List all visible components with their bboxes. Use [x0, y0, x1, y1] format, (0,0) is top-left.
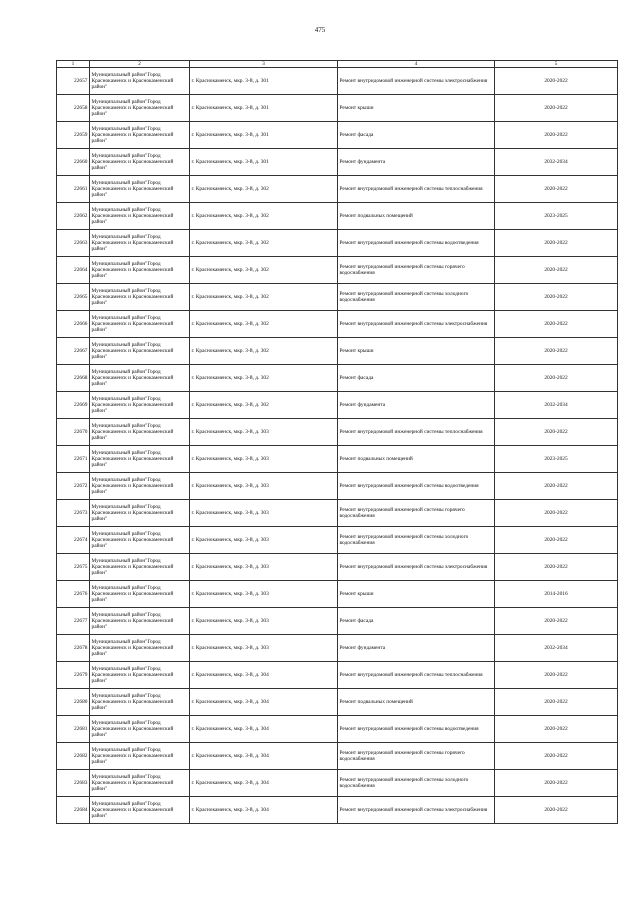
address-cell: г. Краснокаменск, мкр. 3-й, д. 303 — [190, 635, 338, 662]
municipality-cell: Муниципальный район"Город Краснокаменск и Краснокаменский район" — [90, 581, 190, 608]
work-type-cell: Ремонт внутридомовой инженерной системы водоотведения — [338, 473, 495, 500]
header-col-3: 3 — [190, 61, 338, 68]
work-type-cell: Ремонт внутридомовой инженерной системы холодного водоснабжения — [338, 527, 495, 554]
address-cell: г. Краснокаменск, мкр. 3-й, д. 304 — [190, 662, 338, 689]
municipality-cell: Муниципальный район"Город Краснокаменск и Краснокаменский район" — [90, 662, 190, 689]
table-row — [57, 635, 618, 662]
work-type-cell: Ремонт фундамента — [338, 392, 495, 419]
period-cell: 2020-2022 — [495, 689, 618, 716]
period-cell: 2020-2022 — [495, 95, 618, 122]
municipality-cell: Муниципальный район"Город Краснокаменск и Краснокаменский район" — [90, 743, 190, 770]
record-number: 22670 — [57, 419, 90, 446]
record-number: 22669 — [57, 392, 90, 419]
table-row — [57, 689, 618, 716]
municipality-cell: Муниципальный район"Город Краснокаменск и Краснокаменский район" — [90, 68, 190, 95]
municipality-cell: Муниципальный район"Город Краснокаменск и Краснокаменский район" — [90, 284, 190, 311]
work-type-cell: Ремонт фасада — [338, 365, 495, 392]
work-type-cell: Ремонт внутридомовой инженерной системы теплоснабжения — [338, 662, 495, 689]
municipality-cell: Муниципальный район"Город Краснокаменск и Краснокаменский район" — [90, 365, 190, 392]
work-type-cell: Ремонт крыши — [338, 95, 495, 122]
period-cell: 2020-2022 — [495, 716, 618, 743]
address-cell: г. Краснокаменск, мкр. 3-й, д. 303 — [190, 554, 338, 581]
record-number: 22673 — [57, 500, 90, 527]
municipality-cell: Муниципальный район"Город Краснокаменск и Краснокаменский район" — [90, 689, 190, 716]
table-row — [57, 662, 618, 689]
table-row — [57, 608, 618, 635]
record-number: 22675 — [57, 554, 90, 581]
period-cell: 2020-2022 — [495, 608, 618, 635]
page-number: 475 — [314, 26, 326, 34]
municipality-cell: Муниципальный район"Город Краснокаменск и Краснокаменский район" — [90, 122, 190, 149]
table-row — [57, 419, 618, 446]
table-row — [57, 257, 618, 284]
period-cell: 2020-2022 — [495, 419, 618, 446]
record-number: 22665 — [57, 284, 90, 311]
record-number: 22681 — [57, 716, 90, 743]
table-row — [57, 149, 618, 176]
record-number: 22659 — [57, 122, 90, 149]
period-cell: 2020-2022 — [495, 473, 618, 500]
record-number: 22679 — [57, 662, 90, 689]
address-cell: г. Краснокаменск, мкр. 3-й, д. 302 — [190, 338, 338, 365]
address-cell: г. Краснокаменск, мкр. 3-й, д. 303 — [190, 527, 338, 554]
work-type-cell: Ремонт крыши — [338, 338, 495, 365]
record-number: 22661 — [57, 176, 90, 203]
address-cell: г. Краснокаменск, мкр. 3-й, д. 302 — [190, 203, 338, 230]
municipality-cell: Муниципальный район"Город Краснокаменск и Краснокаменский район" — [90, 203, 190, 230]
work-type-cell: Ремонт подвальных помещений — [338, 203, 495, 230]
work-type-cell: Ремонт внутридомовой инженерной системы водоотведения — [338, 716, 495, 743]
work-type-cell: Ремонт внутридомовой инженерной системы электроснабжения — [338, 797, 495, 824]
address-cell: г. Краснокаменск, мкр. 3-й, д. 301 — [190, 95, 338, 122]
period-cell: 2023-2025 — [495, 203, 618, 230]
period-cell: 2020-2022 — [495, 770, 618, 797]
work-type-cell: Ремонт подвальных помещений — [338, 446, 495, 473]
table-row — [57, 284, 618, 311]
address-cell: г. Краснокаменск, мкр. 3-й, д. 302 — [190, 257, 338, 284]
work-type-cell: Ремонт внутридомовой инженерной системы горячего водоснабжения — [338, 500, 495, 527]
record-number: 22667 — [57, 338, 90, 365]
header-col-1: 1 — [57, 61, 90, 68]
municipality-cell: Муниципальный район"Город Краснокаменск и Краснокаменский район" — [90, 770, 190, 797]
municipality-cell: Муниципальный район"Город Краснокаменск и Краснокаменский район" — [90, 338, 190, 365]
period-cell: 2023-2025 — [495, 446, 618, 473]
address-cell: г. Краснокаменск, мкр. 3-й, д. 302 — [190, 392, 338, 419]
period-cell: 2020-2022 — [495, 257, 618, 284]
municipality-cell: Муниципальный район"Город Краснокаменск и Краснокаменский район" — [90, 257, 190, 284]
municipality-cell: Муниципальный район"Город Краснокаменск и Краснокаменский район" — [90, 797, 190, 824]
address-cell: г. Краснокаменск, мкр. 3-й, д. 302 — [190, 230, 338, 257]
period-cell: 2020-2022 — [495, 662, 618, 689]
address-cell: г. Краснокаменск, мкр. 3-й, д. 303 — [190, 446, 338, 473]
record-number: 22683 — [57, 770, 90, 797]
work-type-cell: Ремонт фундамента — [338, 149, 495, 176]
municipality-cell: Муниципальный район"Город Краснокаменск и Краснокаменский район" — [90, 176, 190, 203]
work-type-cell: Ремонт крыши — [338, 581, 495, 608]
record-number: 22682 — [57, 743, 90, 770]
record-number: 22678 — [57, 635, 90, 662]
table-row — [57, 581, 618, 608]
address-cell: г. Краснокаменск, мкр. 3-й, д. 304 — [190, 770, 338, 797]
table-row — [57, 338, 618, 365]
table-row — [57, 122, 618, 149]
address-cell: г. Краснокаменск, мкр. 3-й, д. 301 — [190, 122, 338, 149]
period-cell: 2020-2022 — [495, 122, 618, 149]
address-cell: г. Краснокаменск, мкр. 3-й, д. 302 — [190, 284, 338, 311]
municipality-cell: Муниципальный район"Город Краснокаменск и Краснокаменский район" — [90, 554, 190, 581]
address-cell: г. Краснокаменск, мкр. 3-й, д. 303 — [190, 473, 338, 500]
municipality-cell: Муниципальный район"Город Краснокаменск и Краснокаменский район" — [90, 446, 190, 473]
header-col-5: 5 — [495, 61, 618, 68]
table-row — [57, 554, 618, 581]
work-type-cell: Ремонт фундамента — [338, 635, 495, 662]
period-cell: 2020-2022 — [495, 365, 618, 392]
table-row — [57, 716, 618, 743]
municipality-cell: Муниципальный район"Город Краснокаменск и Краснокаменский район" — [90, 392, 190, 419]
record-number: 22676 — [57, 581, 90, 608]
address-cell: г. Краснокаменск, мкр. 3-й, д. 304 — [190, 797, 338, 824]
address-cell: г. Краснокаменск, мкр. 3-й, д. 303 — [190, 608, 338, 635]
municipality-cell: Муниципальный район"Город Краснокаменск и Краснокаменский район" — [90, 473, 190, 500]
table-row — [57, 527, 618, 554]
table-row — [57, 473, 618, 500]
period-cell: 2020-2022 — [495, 554, 618, 581]
address-cell: г. Краснокаменск, мкр. 3-й, д. 303 — [190, 581, 338, 608]
address-cell: г. Краснокаменск, мкр. 3-й, д. 304 — [190, 689, 338, 716]
table-row — [57, 95, 618, 122]
period-cell: 2020-2022 — [495, 311, 618, 338]
period-cell: 2020-2022 — [495, 797, 618, 824]
address-cell: г. Краснокаменск, мкр. 3-й, д. 304 — [190, 716, 338, 743]
address-cell: г. Краснокаменск, мкр. 3-й, д. 304 — [190, 743, 338, 770]
period-cell: 2020-2022 — [495, 230, 618, 257]
period-cell: 2020-2022 — [495, 68, 618, 95]
municipality-cell: Муниципальный район"Город Краснокаменск и Краснокаменский район" — [90, 527, 190, 554]
record-number: 22668 — [57, 365, 90, 392]
period-cell: 2020-2022 — [495, 743, 618, 770]
table-row — [57, 203, 618, 230]
period-cell: 2032-2034 — [495, 149, 618, 176]
record-number: 22657 — [57, 68, 90, 95]
municipality-cell: Муниципальный район"Город Краснокаменск и Краснокаменский район" — [90, 230, 190, 257]
table-row — [57, 500, 618, 527]
work-type-cell: Ремонт внутридомовой инженерной системы электроснабжения — [338, 311, 495, 338]
record-number: 22674 — [57, 527, 90, 554]
period-cell: 2032-2034 — [495, 635, 618, 662]
record-number: 22660 — [57, 149, 90, 176]
work-type-cell: Ремонт внутридомовой инженерной системы теплоснабжения — [338, 176, 495, 203]
work-type-cell: Ремонт подвальных помещений — [338, 689, 495, 716]
work-type-cell: Ремонт внутридомовой инженерной системы горячего водоснабжения — [338, 257, 495, 284]
address-cell: г. Краснокаменск, мкр. 3-й, д. 302 — [190, 311, 338, 338]
work-type-cell: Ремонт внутридомовой инженерной системы электроснабжения — [338, 68, 495, 95]
table-row — [57, 770, 618, 797]
record-number: 22662 — [57, 203, 90, 230]
municipality-cell: Муниципальный район"Город Краснокаменск и Краснокаменский район" — [90, 95, 190, 122]
address-cell: г. Краснокаменск, мкр. 3-й, д. 303 — [190, 500, 338, 527]
work-type-cell: Ремонт фасада — [338, 608, 495, 635]
table-row — [57, 743, 618, 770]
header-col-4: 4 — [338, 61, 495, 68]
table-row — [57, 392, 618, 419]
address-cell: г. Краснокаменск, мкр. 3-й, д. 301 — [190, 149, 338, 176]
record-number: 22672 — [57, 473, 90, 500]
table-row — [57, 365, 618, 392]
period-cell: 2014-2016 — [495, 581, 618, 608]
period-cell: 2020-2022 — [495, 338, 618, 365]
work-type-cell: Ремонт фасада — [338, 122, 495, 149]
table-row — [57, 311, 618, 338]
address-cell: г. Краснокаменск, мкр. 3-й, д. 301 — [190, 68, 338, 95]
table-row — [57, 797, 618, 824]
period-cell: 2032-2034 — [495, 392, 618, 419]
address-cell: г. Краснокаменск, мкр. 3-й, д. 302 — [190, 365, 338, 392]
record-number: 22663 — [57, 230, 90, 257]
record-number: 22671 — [57, 446, 90, 473]
work-type-cell: Ремонт внутридомовой инженерной системы электроснабжения — [338, 554, 495, 581]
work-type-cell: Ремонт внутридомовой инженерной системы теплоснабжения — [338, 419, 495, 446]
municipality-cell: Муниципальный район"Город Краснокаменск и Краснокаменский район" — [90, 311, 190, 338]
address-cell: г. Краснокаменск, мкр. 3-й, д. 303 — [190, 419, 338, 446]
work-type-cell: Ремонт внутридомовой инженерной системы холодного водоснабжения — [338, 284, 495, 311]
table-row — [57, 446, 618, 473]
record-number: 22684 — [57, 797, 90, 824]
record-number: 22677 — [57, 608, 90, 635]
registry-table — [56, 60, 618, 824]
table-header — [57, 61, 618, 68]
header-col-2: 2 — [90, 61, 190, 68]
work-type-cell: Ремонт внутридомовой инженерной системы водоотведения — [338, 230, 495, 257]
municipality-cell: Муниципальный район"Город Краснокаменск и Краснокаменский район" — [90, 419, 190, 446]
header-row — [57, 61, 618, 68]
table-body — [57, 68, 618, 824]
record-number: 22658 — [57, 95, 90, 122]
municipality-cell: Муниципальный район"Город Краснокаменск и Краснокаменский район" — [90, 635, 190, 662]
municipality-cell: Муниципальный район"Город Краснокаменск и Краснокаменский район" — [90, 608, 190, 635]
record-number: 22664 — [57, 257, 90, 284]
municipality-cell: Муниципальный район"Город Краснокаменск и Краснокаменский район" — [90, 500, 190, 527]
period-cell: 2020-2022 — [495, 284, 618, 311]
table-row — [57, 230, 618, 257]
record-number: 22666 — [57, 311, 90, 338]
address-cell: г. Краснокаменск, мкр. 3-й, д. 302 — [190, 176, 338, 203]
period-cell: 2020-2022 — [495, 500, 618, 527]
work-type-cell: Ремонт внутридомовой инженерной системы горячего водоснабжения — [338, 743, 495, 770]
table-row — [57, 176, 618, 203]
municipality-cell: Муниципальный район"Город Краснокаменск и Краснокаменский район" — [90, 716, 190, 743]
municipality-cell: Муниципальный район"Город Краснокаменск и Краснокаменский район" — [90, 149, 190, 176]
period-cell: 2020-2022 — [495, 176, 618, 203]
table-row — [57, 68, 618, 95]
record-number: 22680 — [57, 689, 90, 716]
work-type-cell: Ремонт внутридомовой инженерной системы холодного водоснабжения — [338, 770, 495, 797]
period-cell: 2020-2022 — [495, 527, 618, 554]
